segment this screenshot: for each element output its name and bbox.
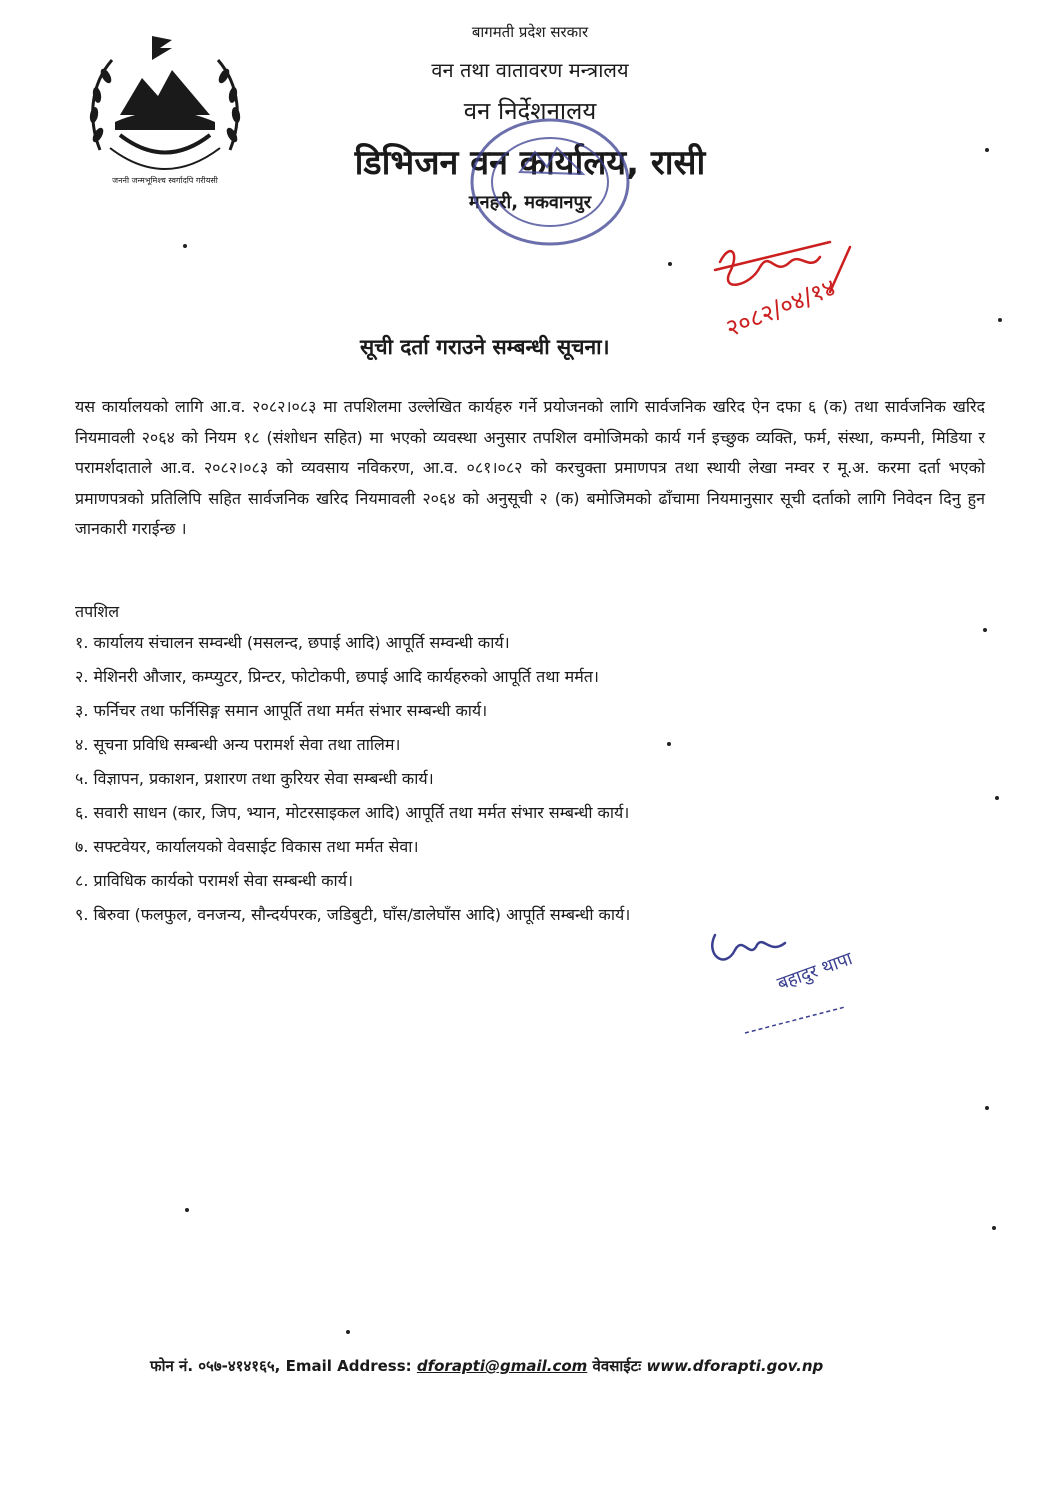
list-item: ९. बिरुवा (फलफुल, वनजन्य, सौन्दर्यपरक, जडिबुटी, घाँस/डालेघाँस आदि) आपूर्ति सम्बन्धी कार्य। [75,905,631,924]
list-item: २. मेशिनरी औजार, कम्प्युटर, प्रिन्टर, फोटोकपी, छपाई आदि कार्यहरुको आपूर्ति तथा मर्मत। [75,667,599,686]
office-round-stamp-icon [465,112,635,252]
nepal-government-emblem-icon [80,30,250,195]
scan-speck [998,318,1002,322]
list-item: ७. सफ्टवेयर, कार्यालयको वेवसाईट विकास तथा मर्मत सेवा। [75,837,419,856]
office-location: मनहरी, मकवानपुर [468,192,592,213]
email-link[interactable]: dforapti@gmail.com [416,1357,588,1375]
svg-text:बहादुर थापा: बहादुर थापा [774,948,856,995]
website-label: वेवसाईटः [592,1357,642,1375]
scan-speck [668,262,672,266]
scan-speck [995,796,999,800]
email-label: Email Address: [285,1357,412,1375]
handwritten-signature-icon [700,232,910,367]
website-link[interactable]: www.dforapti.gov.np [646,1357,824,1375]
scan-speck [983,628,987,632]
scan-speck [185,1208,189,1212]
office-name: डिभिजन वन कार्यालय, रासी [354,143,706,183]
svg-text:जननी जन्मभूमिश्च स्वर्गादपि गर: जननी जन्मभूमिश्च स्वर्गादपि गरीयसी [112,176,218,185]
list-item: ६. सवारी साधन (कार, जिप, भ्यान, मोटरसाइकल आदि) आपूर्ति तथा मर्मत संभार सम्बन्धी कार्य। [75,803,630,822]
list-item: ४. सूचना प्रविधि सम्बन्धी अन्य परामर्श सेवा तथा तालिम। [75,735,401,754]
scan-speck [985,148,989,152]
ministry-name: वन तथा वातावरण मन्त्रालय [431,58,629,82]
government-name: बागमती प्रदेश सरकार [471,23,589,41]
scan-speck [183,244,187,248]
scan-speck [985,1106,989,1110]
notice-body: यस कार्यालयको लागि आ.व. २०८२।०८३ मा तपशिलमा उल्लेखित कार्यहरु गर्ने प्रयोजनको लागि सार्वजनिक खरिद ऐन दफा ६ (क) तथा सार्वजनिक खरिद नियमावली २०६४ को नियम १८ (संशोधन सहित) मा भएको व्यवस्था अनुसार तपशिल वमोजिमको कार्य गर्न इच्छुक व्यक्ति, फर्म, संस्था, कम्पनी, मिडिया र परामर्शदाताले आ.व. २०८२।०८३ को व्यवसाय नविकरण, आ.व. ०८१।०८२ को करचुक्ता प्रमाणपत्र तथा स्थायी लेखा नम्वर र मू.अ. करमा दर्ता भएको प्रमाणपत्रको प्रतिलिपि सहित सार्वजनिक खरिद नियमावली २०६४ को अनुसूची २ (क) बमोजिमको ढाँचामा नियमानुसार सूची दर्ताको लागि निवेदन दिनु हुन जानकारी गराईन्छ । [75,397,985,538]
directorate-name: वन निर्देशनालय [463,97,597,125]
svg-text:२०८२/०४/१४: २०८२/०४/१४ [721,273,840,343]
officer-signature-with-stamp-icon [695,915,895,1055]
scan-speck [992,1226,996,1230]
list-item: ८. प्राविधिक कार्यको परामर्श सेवा सम्बन्धी कार्य। [75,871,354,890]
phone-number: फोन नं. ०५७-४१४१६५, [150,1357,281,1375]
scan-speck [667,742,671,746]
list-item: ३. फर्निचर तथा फर्निसिङ्ग समान आपूर्ति तथा मर्मत संभार सम्बन्धी कार्य। [75,701,488,720]
list-item: ५. विज्ञापन, प्रकाशन, प्रशारण तथा कुरियर सेवा सम्बन्धी कार्य। [75,769,434,788]
scan-speck [346,1330,350,1334]
contact-footer [150,1356,950,1376]
schedule-heading: तपशिल [75,602,120,621]
schedule-list [75,626,975,932]
list-item: १. कार्यालय संचालन सम्वन्धी (मसलन्द, छपाई आदि) आपूर्ति सम्वन्धी कार्य। [75,633,510,652]
notice-title: सूची दर्ता गराउने सम्बन्धी सूचना। [360,335,610,359]
